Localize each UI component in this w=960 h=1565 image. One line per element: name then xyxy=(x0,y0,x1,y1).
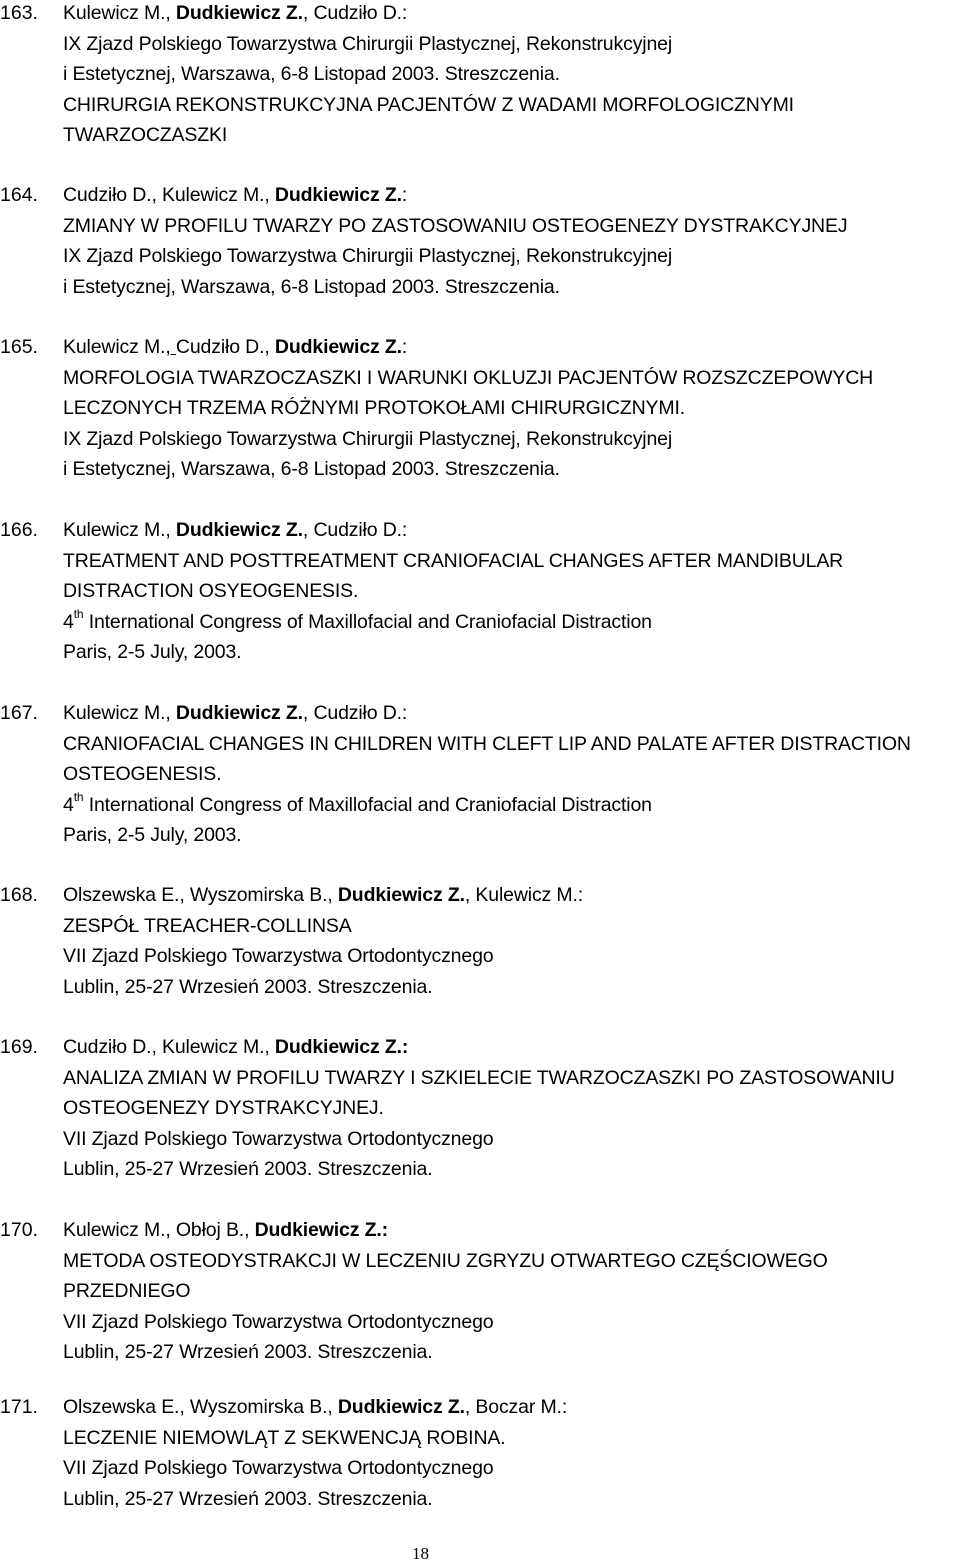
entry-line: LECZONYCH TRZEMA RÓŻNYMI PROTOKOŁAMI CHIRURGICZNYMI. xyxy=(63,397,686,419)
entry-authors xyxy=(63,515,407,545)
author-highlighted: Dudkiewicz Z. xyxy=(337,1396,465,1418)
author-highlighted: Dudkiewicz Z. xyxy=(274,184,402,206)
entry-line: Paris, 2-5 July, 2003. xyxy=(63,641,242,663)
entry-line: VII Zjazd Polskiego Towarzystwa Ortodontycznego xyxy=(63,945,494,967)
entry-line: Lublin, 25-27 Wrzesień 2003. Streszczenia. xyxy=(63,975,433,998)
entry-number: 165. xyxy=(0,336,38,358)
author-text: Cudziło D., Kulewicz M., xyxy=(63,1036,275,1058)
entry-line: IX Zjazd Polskiego Towarzystwa Chirurgii Plastycznej, Rekonstrukcyjnej xyxy=(63,245,673,267)
entry-line: 4th International Congress of Maxillofacial and Craniofacial Distraction xyxy=(63,607,652,633)
entry-line: IX Zjazd Polskiego Towarzystwa Chirurgii Plastycznej, Rekonstrukcyjnej xyxy=(63,427,673,450)
entry-line: TWARZOCZASZKI xyxy=(63,124,228,146)
entry-number: 171. xyxy=(0,1396,38,1418)
author-text: Kulewicz M., xyxy=(63,519,176,541)
author-text: Kulewicz M., xyxy=(63,702,176,724)
author-text: , Kulewicz M.: xyxy=(464,884,584,906)
author-highlighted: Dudkiewicz Z. xyxy=(274,336,402,358)
author-text: Cudziło D., Kulewicz M., xyxy=(63,184,275,206)
entry-number: 170. xyxy=(0,1219,38,1241)
entry-line: OSTEOGENESIS. xyxy=(63,763,222,785)
entry-authors xyxy=(63,698,407,728)
entry-line: Lublin, 25-27 Wrzesień 2003. Streszczenia. xyxy=(63,1341,433,1363)
author-text: Olszewska E., Wyszomirska B., xyxy=(63,1396,338,1418)
entry-line: METODA OSTEODYSTRAKCJI W LECZENIU ZGRYZU OTWARTEGO CZĘŚCIOWEGO xyxy=(63,1249,828,1272)
entry-number: 169. xyxy=(0,1036,38,1058)
entry-line: ZESPÓŁ TREACHER-COLLINSA xyxy=(63,914,352,937)
entry-number: 168. xyxy=(0,884,38,906)
ordinal-suffix: th xyxy=(73,607,84,621)
entry-authors xyxy=(63,880,583,910)
entry-line: 4th International Congress of Maxillofacial and Craniofacial Distraction xyxy=(63,790,652,816)
entry-line: CRANIOFACIAL CHANGES IN CHILDREN WITH CLEFT LIP AND PALATE AFTER DISTRACTION xyxy=(63,732,911,755)
entry-line: ANALIZA ZMIAN W PROFILU TWARZY I SZKIELECIE TWARZOCZASZKI PO ZASTOSOWANIU xyxy=(63,1066,895,1089)
entry-line: Paris, 2-5 July, 2003. xyxy=(63,824,242,846)
author-text: Kulewicz M., xyxy=(63,336,171,358)
author-highlighted: Dudkiewicz Z. xyxy=(175,519,303,541)
author-text: Olszewska E., Wyszomirska B., xyxy=(63,884,338,906)
entry-authors xyxy=(63,0,407,28)
page-number: 18 xyxy=(412,1544,429,1563)
entry-line: PRZEDNIEGO xyxy=(63,1280,191,1302)
entry-line: VII Zjazd Polskiego Towarzystwa Ortodontycznego xyxy=(63,1310,494,1333)
author-highlighted: Dudkiewicz Z. xyxy=(337,884,465,906)
author-highlighted: Dudkiewicz Z.: xyxy=(254,1219,388,1241)
entry-number: 167. xyxy=(0,702,38,724)
entry-authors xyxy=(63,1392,567,1422)
author-highlighted: Dudkiewicz Z. xyxy=(175,2,303,24)
entry-line: i Estetycznej, Warszawa, 6-8 Listopad 2003. Streszczenia. xyxy=(63,458,560,480)
entry-authors xyxy=(63,1215,388,1245)
entry-line: Lublin, 25-27 Wrzesień 2003. Streszczenia. xyxy=(63,1487,433,1510)
entry-authors xyxy=(63,180,407,210)
entry-authors xyxy=(63,332,407,362)
entry-number: 164. xyxy=(0,184,38,206)
entry-line: VII Zjazd Polskiego Towarzystwa Ortodontycznego xyxy=(63,1457,494,1479)
author-text: , Cudziło D.: xyxy=(302,702,408,724)
entry-line: i Estetycznej, Warszawa, 6-8 Listopad 2003. Streszczenia. xyxy=(63,275,560,298)
author-text: , Cudziło D.: xyxy=(302,519,408,541)
author-text: Kulewicz M., Obłoj B., xyxy=(63,1219,255,1241)
entry-line: MORFOLOGIA TWARZOCZASZKI I WARUNKI OKLUZJI PACJENTÓW ROZSZCZEPOWYCH xyxy=(63,366,874,389)
entry-line: ZMIANY W PROFILU TWARZY PO ZASTOSOWANIU OSTEOGENEZY DYSTRAKCYJNEJ xyxy=(63,214,848,237)
entry-line: Lublin, 25-27 Wrzesień 2003. Streszczenia. xyxy=(63,1158,433,1180)
author-highlighted: Dudkiewicz Z. xyxy=(175,702,303,724)
entry-line: OSTEOGENEZY DYSTRAKCYJNEJ. xyxy=(63,1097,384,1119)
entry-line: VII Zjazd Polskiego Towarzystwa Ortodontycznego xyxy=(63,1127,494,1150)
entry-authors xyxy=(63,1032,408,1062)
author-text: , Boczar M.: xyxy=(464,1396,568,1418)
entry-line: DISTRACTION OSYEOGENESIS. xyxy=(63,580,359,602)
entry-number: 163. xyxy=(0,2,38,24)
entry-line: TREATMENT AND POSTTREATMENT CRANIOFACIAL CHANGES AFTER MANDIBULAR xyxy=(63,549,844,572)
author-text: : xyxy=(401,184,408,206)
entry-line: i Estetycznej, Warszawa, 6-8 Listopad 2003. Streszczenia. xyxy=(63,63,560,85)
entry-line: CHIRURGIA REKONSTRUKCYJNA PACJENTÓW Z WADAMI MORFOLOGICZNYMI xyxy=(63,93,794,116)
entry-number: 166. xyxy=(0,519,38,541)
entry-line: LECZENIE NIEMOWLĄT Z SEKWENCJĄ ROBINA. xyxy=(63,1426,506,1449)
entry-line: IX Zjazd Polskiego Towarzystwa Chirurgii Plastycznej, Rekonstrukcyjnej xyxy=(63,32,673,55)
author-text: Kulewicz M., xyxy=(63,2,176,24)
author-text: Cudziło D., xyxy=(175,336,275,358)
ordinal-suffix: th xyxy=(73,790,84,804)
author-text: : xyxy=(401,336,408,358)
author-highlighted: Dudkiewicz Z.: xyxy=(274,1036,409,1058)
author-text: , Cudziło D.: xyxy=(302,2,408,24)
